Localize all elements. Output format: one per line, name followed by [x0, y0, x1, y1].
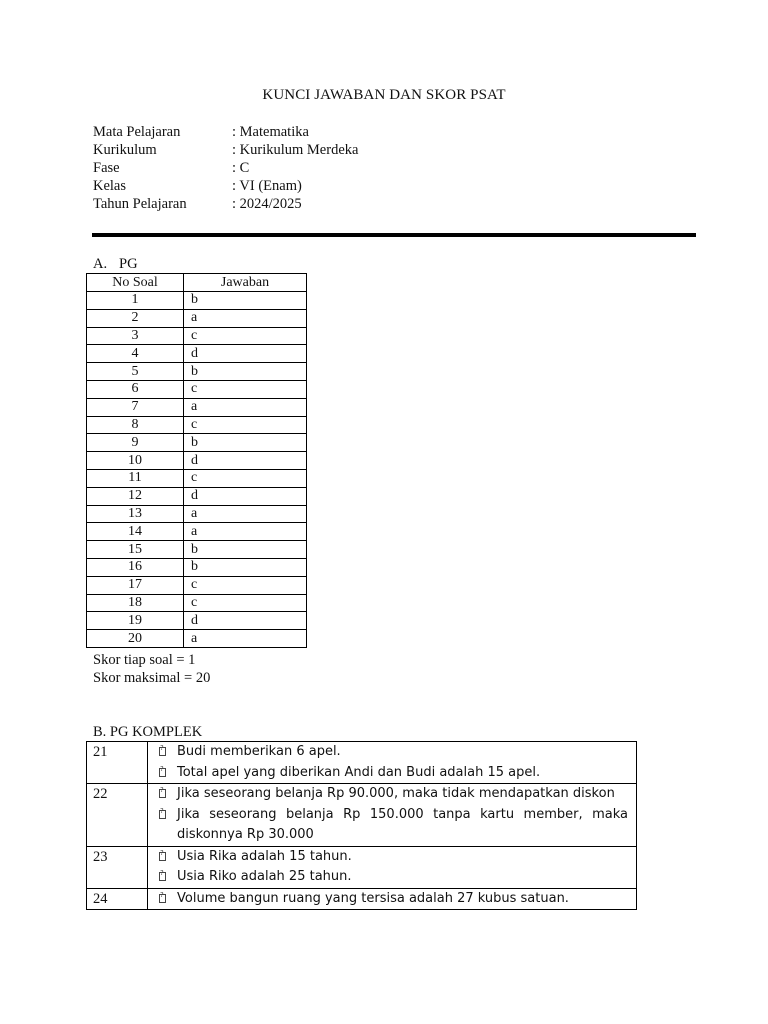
answer-cell: b	[184, 363, 307, 381]
question-number: 5	[87, 363, 184, 381]
table-row	[87, 309, 307, 327]
checkbox-icon	[148, 867, 177, 888]
meta-key: Kelas	[93, 178, 127, 194]
answer-cell: b	[184, 541, 307, 559]
answer-cell: c	[184, 327, 307, 345]
answer-cell: d	[184, 345, 307, 363]
answer-items	[148, 784, 637, 847]
answer-cell: a	[184, 309, 307, 327]
section-a-label: A.	[93, 256, 108, 272]
checkbox-icon	[148, 784, 177, 805]
meta-key: Kurikulum	[93, 142, 157, 158]
meta-value: : Matematika	[232, 124, 309, 140]
table-row	[87, 345, 307, 363]
table-row	[87, 594, 307, 612]
answer-cell: b	[184, 292, 307, 310]
answer-cell: d	[184, 612, 307, 630]
pg-table-header	[87, 274, 307, 292]
question-number: 17	[87, 576, 184, 594]
meta-key: Mata Pelajaran	[93, 124, 181, 140]
table-row	[87, 398, 307, 416]
answer-cell: a	[184, 523, 307, 541]
checkbox-icon	[148, 763, 177, 784]
table-row	[87, 327, 307, 345]
table-row	[87, 292, 307, 310]
answer-text: Jika seseorang belanja Rp 90.000, maka tidak mendapatkan diskon	[177, 786, 615, 801]
answer-items	[148, 888, 637, 910]
question-number: 7	[87, 398, 184, 416]
table-row	[87, 505, 307, 523]
list-item	[148, 847, 628, 868]
question-number: 8	[87, 416, 184, 434]
meta-row	[93, 123, 358, 141]
answer-text: Budi memberikan 6 apel.	[177, 744, 341, 759]
meta-value: : C	[232, 160, 250, 176]
answer-text: Volume bangun ruang yang tersisa adalah 27 kubus satuan.	[177, 890, 569, 906]
question-number: 2	[87, 309, 184, 327]
table-row	[87, 452, 307, 470]
meta-row	[93, 195, 358, 213]
table-row	[87, 469, 307, 487]
header-no-soal: No Soal	[87, 274, 184, 292]
question-number: 24	[87, 888, 148, 910]
answer-text: Usia Rika adalah 15 tahun.	[177, 848, 352, 864]
answer-text: Jika seseorang belanja Rp 150.000 tanpa kartu member, maka diskonnya Rp 30.000	[177, 806, 628, 842]
meta-info	[93, 123, 358, 213]
table-row	[87, 434, 307, 452]
meta-row	[93, 159, 358, 177]
table-row	[87, 416, 307, 434]
answer-cell: c	[184, 416, 307, 434]
table-row	[87, 363, 307, 381]
answer-cell: a	[184, 630, 307, 648]
question-number: 22	[87, 784, 148, 847]
meta-row	[93, 141, 358, 159]
question-number: 18	[87, 594, 184, 612]
skor-maksimal: Skor maksimal = 20	[93, 670, 211, 686]
table-row	[87, 612, 307, 630]
table-row	[87, 630, 307, 648]
table-row	[87, 888, 637, 910]
question-number: 23	[87, 846, 148, 888]
score-info	[93, 651, 210, 687]
list-item	[148, 805, 628, 846]
section-a-title: PG	[119, 256, 138, 272]
question-number: 10	[87, 452, 184, 470]
question-number: 4	[87, 345, 184, 363]
answer-cell: d	[184, 487, 307, 505]
answer-items	[148, 742, 637, 784]
table-row	[87, 541, 307, 559]
list-item	[148, 742, 628, 763]
meta-value: : Kurikulum Merdeka	[232, 142, 359, 158]
section-b-heading: B. PG KOMPLEK	[93, 724, 203, 740]
question-number: 9	[87, 434, 184, 452]
list-item	[148, 867, 628, 888]
table-row	[87, 558, 307, 576]
checkbox-icon	[148, 805, 177, 846]
answer-text: Total apel yang diberikan Andi dan Budi adalah 15 apel.	[177, 764, 541, 780]
answer-items	[148, 846, 637, 888]
meta-key: Fase	[93, 160, 120, 176]
list-item	[148, 763, 628, 784]
table-row	[87, 380, 307, 398]
checkbox-icon	[148, 742, 177, 763]
answer-cell: d	[184, 452, 307, 470]
header-jawaban: Jawaban	[184, 274, 307, 292]
answer-cell: c	[184, 469, 307, 487]
table-row	[87, 846, 637, 888]
meta-row	[93, 177, 358, 195]
question-number: 16	[87, 558, 184, 576]
answer-cell: a	[184, 505, 307, 523]
question-number: 11	[87, 469, 184, 487]
question-number: 12	[87, 487, 184, 505]
meta-value: : 2024/2025	[232, 196, 302, 212]
divider-line	[92, 233, 696, 237]
pg-answer-table	[86, 273, 307, 648]
section-a-heading	[93, 255, 138, 273]
meta-value: : VI (Enam)	[232, 178, 302, 194]
question-number: 6	[87, 380, 184, 398]
answer-cell: c	[184, 594, 307, 612]
document-title: KUNCI JAWABAN DAN SKOR PSAT	[262, 87, 506, 103]
skor-tiap-soal: Skor tiap soal = 1	[93, 652, 196, 668]
question-number: 13	[87, 505, 184, 523]
answer-cell: c	[184, 576, 307, 594]
question-number: 21	[87, 742, 148, 784]
checkbox-icon	[148, 847, 177, 868]
table-row	[87, 523, 307, 541]
answer-cell: b	[184, 434, 307, 452]
table-row	[87, 742, 637, 784]
answer-cell: c	[184, 380, 307, 398]
pg-komplek-table	[86, 741, 637, 910]
question-number: 15	[87, 541, 184, 559]
question-number: 3	[87, 327, 184, 345]
table-row	[87, 487, 307, 505]
question-number: 20	[87, 630, 184, 648]
answer-text: Usia Riko adalah 25 tahun.	[177, 869, 352, 884]
list-item	[148, 889, 628, 910]
answer-cell: b	[184, 558, 307, 576]
list-item	[148, 784, 628, 805]
answer-cell: a	[184, 398, 307, 416]
question-number: 1	[87, 292, 184, 310]
meta-key: Tahun Pelajaran	[93, 196, 187, 212]
question-number: 19	[87, 612, 184, 630]
question-number: 14	[87, 523, 184, 541]
checkbox-icon	[148, 889, 177, 910]
table-row	[87, 576, 307, 594]
table-row	[87, 784, 637, 847]
